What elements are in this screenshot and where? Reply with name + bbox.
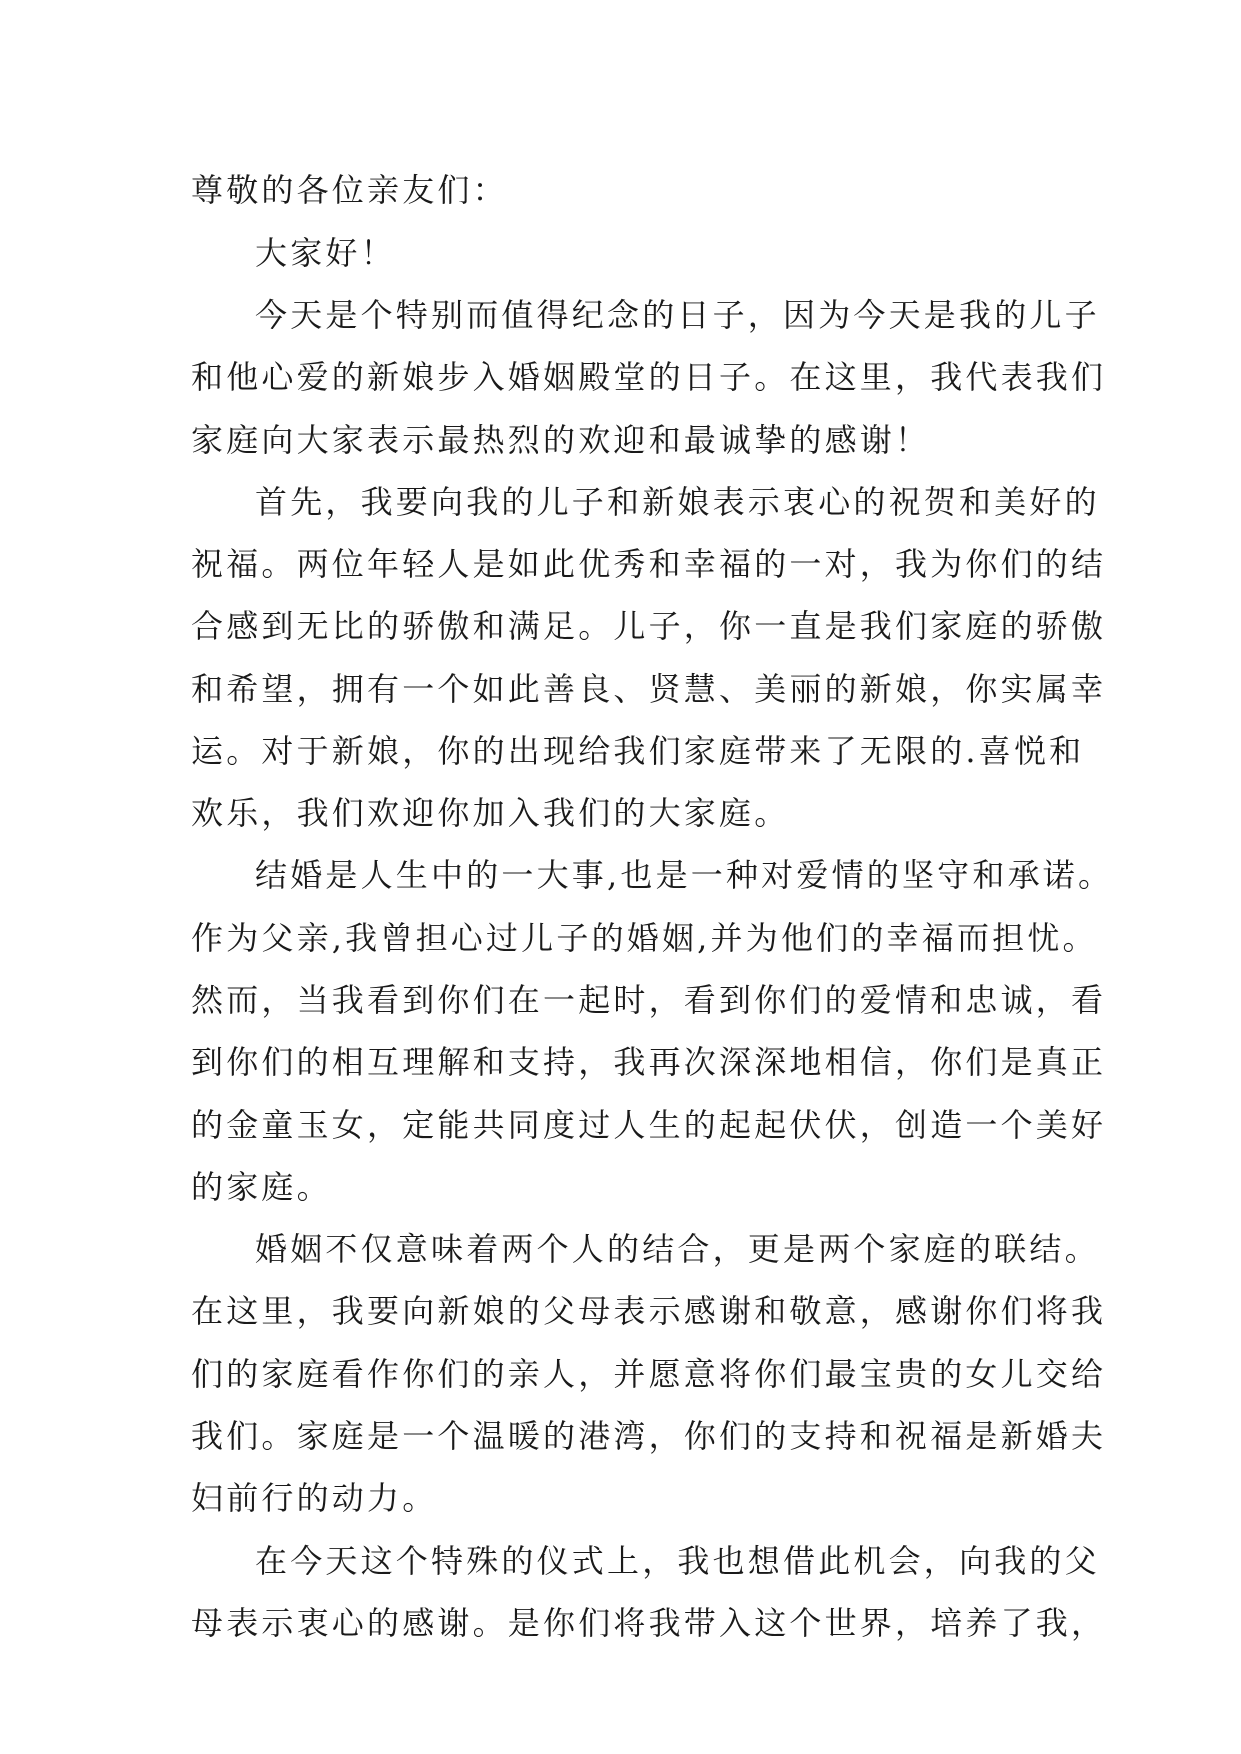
text-line: 们的家庭看作你们的亲人，并愿意将你们最宝贵的女儿交给	[191, 1355, 1107, 1393]
text-line: 然而，当我看到你们在一起时，看到你们的爱情和忠诚，看	[191, 981, 1107, 1019]
text-line: 祝福。两位年轻人是如此优秀和幸福的一对，我为你们的结	[191, 545, 1107, 583]
text-line: 和希望，拥有一个如此善良、贤慧、美丽的新娘，你实属幸	[191, 670, 1107, 708]
text-line: 母表示衷心的感谢。是你们将我带入这个世界，培养了我，	[191, 1604, 1107, 1642]
text-line: 妇前行的动力。	[191, 1479, 438, 1517]
text-line: 婚姻不仅意味着两个人的结合，更是两个家庭的联结。	[255, 1230, 1100, 1268]
text-line: 运。对于新娘，你的出现给我们家庭带来了无限的.喜悦和	[191, 732, 1085, 770]
text-line: 欢乐，我们欢迎你加入我们的大家庭。	[191, 794, 790, 832]
text-line: 家庭向大家表示最热烈的欢迎和最诚挚的感谢！	[191, 421, 931, 459]
text-line: 结婚是人生中的一大事,也是一种对爱情的坚守和承诺。	[255, 856, 1114, 894]
text-line: 在今天这个特殊的仪式上，我也想借此机会，向我的父	[255, 1542, 1100, 1580]
greeting-line: 大家好！	[255, 234, 396, 272]
text-line: 到你们的相互理解和支持，我再次深深地相信，你们是真正	[191, 1043, 1107, 1081]
text-line: 我们。家庭是一个温暖的港湾，你们的支持和祝福是新婚夫	[191, 1417, 1107, 1455]
text-line: 作为父亲,我曾担心过儿子的婚姻,并为他们的幸福而担忧。	[191, 919, 1098, 957]
text-line: 今天是个特别而值得纪念的日子，因为今天是我的儿子	[255, 296, 1100, 334]
text-line: 在这里，我要向新娘的父母表示感谢和敬意，感谢你们将我	[191, 1292, 1107, 1330]
text-line: 和他心爱的新娘步入婚姻殿堂的日子。在这里，我代表我们	[191, 358, 1107, 396]
text-line: 的家庭。	[191, 1168, 332, 1206]
text-line: 首先，我要向我的儿子和新娘表示衷心的祝贺和美好的	[255, 483, 1100, 521]
text-line: 合感到无比的骄傲和满足。儿子，你一直是我们家庭的骄傲	[191, 607, 1107, 645]
text-line: 的金童玉女，定能共同度过人生的起起伏伏，创造一个美好	[191, 1106, 1107, 1144]
salutation-line: 尊敬的各位亲友们：	[191, 171, 508, 209]
